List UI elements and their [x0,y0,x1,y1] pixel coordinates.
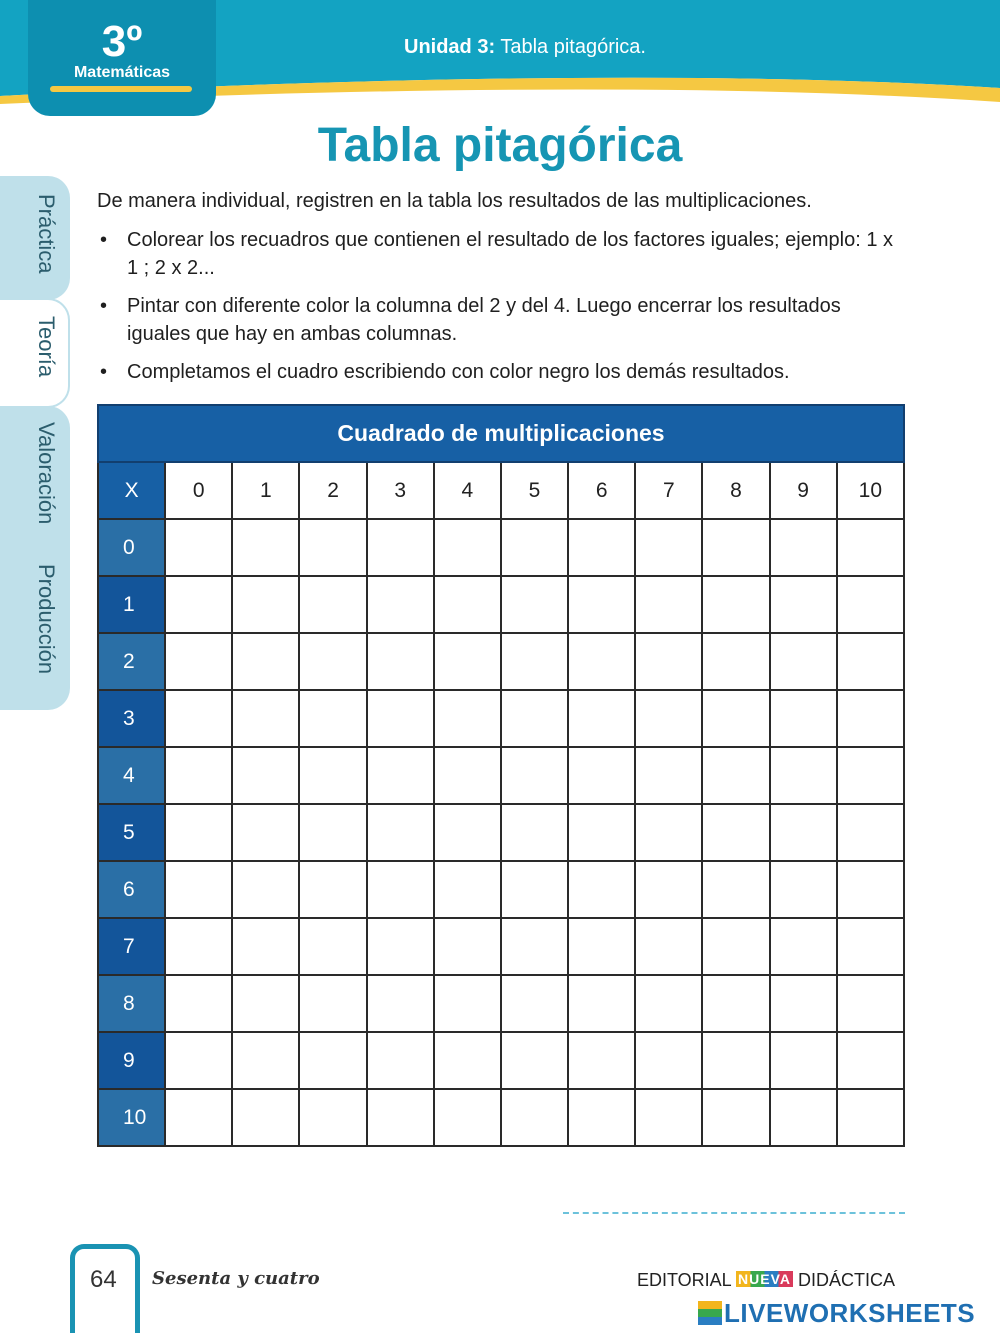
answer-cell[interactable] [367,975,434,1032]
answer-cell[interactable] [568,975,635,1032]
table-row [98,633,904,690]
answer-cell[interactable] [837,861,904,918]
liveworksheets-logo-icon [698,1301,722,1325]
answer-cell[interactable] [702,690,769,747]
answer-cell[interactable] [770,747,837,804]
answer-cell[interactable] [367,861,434,918]
answer-cell[interactable] [770,861,837,918]
answer-cell[interactable] [165,576,232,633]
answer-cell[interactable] [299,861,366,918]
answer-cell[interactable] [568,1032,635,1089]
answer-cell[interactable] [299,747,366,804]
column-header: 7 [635,462,702,519]
answer-cell[interactable] [702,975,769,1032]
answer-cell[interactable] [770,690,837,747]
answer-cell[interactable] [702,861,769,918]
answer-cell[interactable] [501,576,568,633]
unit-line [404,36,646,59]
grade-badge [28,0,216,116]
answer-cell[interactable] [635,747,702,804]
intro-text: De manera individual, registren en la tabla los resultados de las multiplicaciones. [97,190,812,212]
table-row [98,747,904,804]
answer-cell[interactable] [635,690,702,747]
answer-cell[interactable] [837,747,904,804]
table-row [98,519,904,576]
unit-title: Tabla pitagórica. [500,36,646,58]
answer-cell[interactable] [837,519,904,576]
side-tab-valoracion-produccion[interactable] [0,406,70,710]
answer-cell[interactable] [165,633,232,690]
table-corner: X [98,462,165,519]
answer-cell[interactable] [635,1032,702,1089]
multiplication-table [97,404,905,1147]
answer-cell[interactable] [165,861,232,918]
answer-cell[interactable] [770,975,837,1032]
answer-cell[interactable] [434,918,501,975]
answer-cell[interactable] [635,861,702,918]
column-header: 8 [702,462,769,519]
answer-cell[interactable] [232,975,299,1032]
answer-cell[interactable] [299,576,366,633]
answer-cell[interactable] [635,975,702,1032]
answer-cell[interactable] [434,861,501,918]
answer-cell[interactable] [232,519,299,576]
row-header: 5 [98,804,165,861]
answer-cell[interactable] [770,576,837,633]
answer-cell[interactable] [568,690,635,747]
answer-cell[interactable] [165,690,232,747]
side-tab-teoria[interactable] [0,298,70,408]
answer-cell[interactable] [232,918,299,975]
row-header: 4 [98,747,165,804]
answer-cell[interactable] [770,633,837,690]
row-header: 10 [98,1089,165,1146]
answer-cell[interactable] [702,918,769,975]
answer-cell[interactable] [568,1089,635,1146]
answer-cell[interactable] [299,1032,366,1089]
answer-cell[interactable] [501,747,568,804]
answer-cell[interactable] [770,1032,837,1089]
answer-cell[interactable] [232,861,299,918]
answer-cell[interactable] [165,975,232,1032]
answer-cell[interactable] [165,519,232,576]
answer-cell[interactable] [702,1032,769,1089]
answer-dashed-line [563,1212,905,1214]
grade-number: 3º [101,17,143,66]
answer-cell[interactable] [837,975,904,1032]
answer-cell[interactable] [635,633,702,690]
answer-cell[interactable] [501,633,568,690]
instruction-list [97,226,897,396]
editorial-logo [637,1270,895,1291]
subject-label: Matemáticas [73,64,171,81]
editorial-right: DIDÁCTICA [798,1270,896,1290]
answer-cell[interactable] [434,633,501,690]
answer-cell[interactable] [501,1089,568,1146]
answer-cell[interactable] [501,975,568,1032]
answer-cell[interactable] [837,633,904,690]
side-tab-label: Producción [34,564,59,675]
table-row [98,576,904,633]
answer-cell[interactable] [232,633,299,690]
liveworksheets-watermark [698,1298,975,1329]
answer-cell[interactable] [702,1089,769,1146]
side-tab-practica[interactable] [0,176,70,300]
answer-cell[interactable] [232,804,299,861]
table-row [98,690,904,747]
answer-cell[interactable] [568,861,635,918]
table-row [98,918,904,975]
answer-cell[interactable] [165,804,232,861]
table-header-row [98,462,904,519]
answer-cell[interactable] [165,1089,232,1146]
answer-cell[interactable] [232,747,299,804]
answer-cell[interactable] [568,804,635,861]
answer-cell[interactable] [367,1032,434,1089]
page-header [0,0,1000,120]
answer-cell[interactable] [434,804,501,861]
column-header: 6 [568,462,635,519]
answer-cell[interactable] [837,1032,904,1089]
badge-accent-bar [50,86,192,92]
table-row [98,1032,904,1089]
answer-cell[interactable] [702,633,769,690]
answer-cell[interactable] [837,918,904,975]
answer-cell[interactable] [501,690,568,747]
side-tab-label: Práctica [34,194,59,274]
answer-cell[interactable] [635,804,702,861]
answer-cell[interactable] [299,975,366,1032]
answer-cell[interactable] [299,918,366,975]
column-header: 10 [837,462,904,519]
answer-cell[interactable] [367,918,434,975]
answer-cell[interactable] [702,519,769,576]
column-header: 9 [770,462,837,519]
row-header: 2 [98,633,165,690]
answer-cell[interactable] [367,576,434,633]
answer-cell[interactable] [367,804,434,861]
table-title: Cuadrado de multiplicaciones [98,405,904,462]
answer-cell[interactable] [434,747,501,804]
instruction-item: • Colorear los recuadros que contienen el resultado de los factores iguales; ejemplo: 1 x 1 ; 2 x 2... [97,226,897,282]
answer-cell[interactable] [568,633,635,690]
answer-cell[interactable] [702,747,769,804]
answer-cell[interactable] [232,1089,299,1146]
table-row [98,975,904,1032]
editorial-nueva: NUEVA [738,1271,792,1287]
answer-cell[interactable] [702,804,769,861]
answer-cell[interactable] [367,1089,434,1146]
answer-cell[interactable] [434,975,501,1032]
row-header: 7 [98,918,165,975]
row-header: 3 [98,690,165,747]
answer-cell[interactable] [770,519,837,576]
answer-cell[interactable] [837,576,904,633]
answer-cell[interactable] [568,747,635,804]
answer-cell[interactable] [501,804,568,861]
answer-cell[interactable] [299,519,366,576]
side-tab-label: Teoría [34,316,59,378]
answer-cell[interactable] [299,633,366,690]
answer-cell[interactable] [635,918,702,975]
answer-cell[interactable] [770,804,837,861]
column-header: 3 [367,462,434,519]
answer-cell[interactable] [434,519,501,576]
row-header: 1 [98,576,165,633]
table-row [98,1089,904,1146]
answer-cell[interactable] [837,1089,904,1146]
answer-cell[interactable] [232,690,299,747]
answer-cell[interactable] [635,1089,702,1146]
side-tab-label: Valoración [34,422,59,525]
answer-cell[interactable] [635,519,702,576]
table-row [98,804,904,861]
editorial-left: EDITORIAL [637,1270,732,1290]
answer-cell[interactable] [299,1089,366,1146]
answer-cell[interactable] [434,1032,501,1089]
row-header: 9 [98,1032,165,1089]
answer-cell[interactable] [501,519,568,576]
answer-cell[interactable] [299,804,366,861]
column-header: 0 [165,462,232,519]
answer-cell[interactable] [232,576,299,633]
answer-cell[interactable] [434,690,501,747]
answer-cell[interactable] [501,918,568,975]
table-body [98,519,904,1146]
unit-label: Unidad 3: [404,36,496,58]
answer-cell[interactable] [501,861,568,918]
row-header: 8 [98,975,165,1032]
row-header: 6 [98,861,165,918]
answer-cell[interactable] [232,1032,299,1089]
instruction-item: • Pintar con diferente color la columna del 2 y del 4. Luego encerrar los resultados iguales que hay en ambas columnas. [97,292,897,348]
answer-cell[interactable] [367,633,434,690]
instruction-item: • Completamos el cuadro escribiendo con color negro los demás resultados. [97,358,897,386]
answer-cell[interactable] [568,918,635,975]
answer-cell[interactable] [165,747,232,804]
column-header: 2 [299,462,366,519]
answer-cell[interactable] [702,576,769,633]
page-number: 64 [90,1266,117,1293]
answer-cell[interactable] [299,690,366,747]
answer-cell[interactable] [770,918,837,975]
answer-cell[interactable] [165,918,232,975]
column-header: 1 [232,462,299,519]
answer-cell[interactable] [635,576,702,633]
answer-cell[interactable] [837,804,904,861]
answer-cell[interactable] [568,576,635,633]
table-row [98,861,904,918]
answer-cell[interactable] [434,576,501,633]
answer-cell[interactable] [434,1089,501,1146]
watermark-text: LIVEWORKSHEETS [724,1298,976,1328]
answer-cell[interactable] [367,747,434,804]
answer-cell[interactable] [367,519,434,576]
column-header: 5 [501,462,568,519]
answer-cell[interactable] [367,690,434,747]
answer-cell[interactable] [501,1032,568,1089]
column-header: 4 [434,462,501,519]
row-header: 0 [98,519,165,576]
answer-cell[interactable] [770,1089,837,1146]
page-number-words: Sesenta y cuatro [152,1268,320,1289]
answer-cell[interactable] [165,1032,232,1089]
page-title: Tabla pitagórica [317,119,683,172]
answer-cell[interactable] [837,690,904,747]
answer-cell[interactable] [568,519,635,576]
